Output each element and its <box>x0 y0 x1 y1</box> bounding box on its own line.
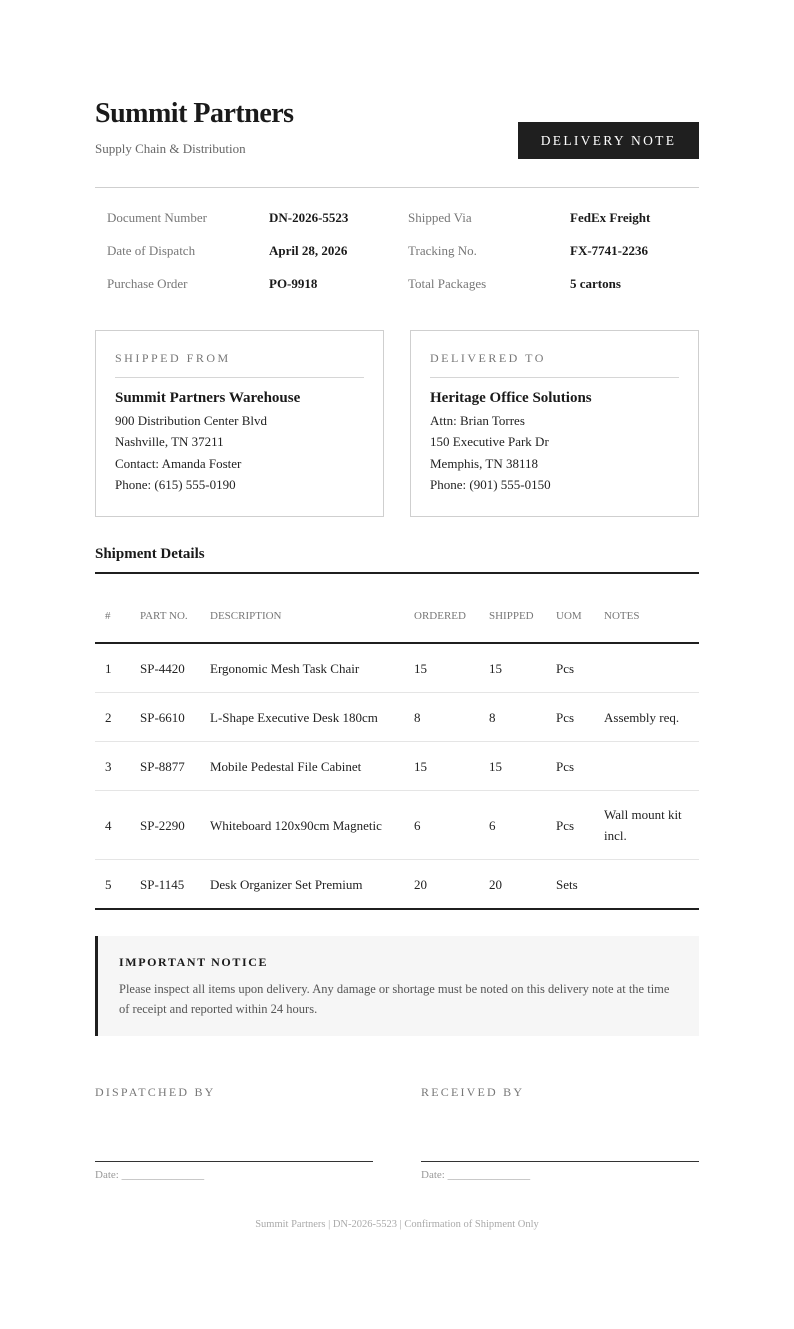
qty-ordered: 8 <box>404 693 479 742</box>
column-header-part-no <box>130 590 200 643</box>
item-description: Mobile Pedestal File Cabinet <box>200 742 404 791</box>
purchase-order-label: Purchase Order <box>107 276 188 291</box>
row-number: 1 <box>95 643 130 693</box>
part-number: SP-2290 <box>130 791 200 860</box>
qty-shipped: 8 <box>479 693 546 742</box>
qty-shipped: 15 <box>479 643 546 693</box>
signature-line <box>95 1161 373 1162</box>
recipient-address-line: 150 Executive Park Dr <box>430 434 549 450</box>
row-number: 2 <box>95 693 130 742</box>
delivered-to-box <box>410 330 699 517</box>
row-number: 4 <box>95 791 130 860</box>
item-description: Desk Organizer Set Premium <box>200 860 404 910</box>
item-notes <box>594 643 699 693</box>
column-header-ordered: ORDERED <box>404 590 479 643</box>
delivery-note <box>95 0 699 1230</box>
received-by-signature <box>421 1085 699 1181</box>
recipient-attention: Attn: Brian Torres <box>430 413 525 428</box>
shipper-phone: Phone: (615) 555-0190 <box>115 477 236 493</box>
dispatch-date-label: Date of Dispatch <box>107 243 196 258</box>
purchase-order-value: PO-9918 <box>269 276 318 291</box>
document-number-label: Document Number <box>107 210 208 225</box>
shipped-from-title: SHIPPED FROM <box>115 351 364 378</box>
table-row <box>95 693 699 742</box>
item-description: Ergonomic Mesh Task Chair <box>200 643 404 693</box>
tracking-number-label: Tracking No. <box>408 243 477 258</box>
table-row <box>95 791 699 860</box>
dispatch-date-value: April 28, 2026 <box>269 243 348 258</box>
important-notice <box>95 936 699 1036</box>
tracking-number-value: FX-7741-2236 <box>570 243 648 258</box>
shipped-via-label: Shipped Via <box>408 210 472 225</box>
shipment-table <box>95 590 699 910</box>
recipient-city-line: Memphis, TN 38118 <box>430 455 538 471</box>
item-notes <box>594 860 699 910</box>
column-header-description: DESCRIPTION <box>200 590 404 643</box>
dispatched-by-signature <box>95 1085 373 1181</box>
meta-row <box>95 243 699 276</box>
item-notes: Wall mount kit incl. <box>594 791 699 860</box>
qty-ordered: 20 <box>404 860 479 910</box>
shipper-city-line: Nashville, TN 37211 <box>115 434 224 450</box>
notice-text: Please inspect all items upon delivery. Any damage or shortage must be noted on this delivery note at the time of receipt and reported within 24 hours. <box>119 982 670 1016</box>
item-notes <box>594 742 699 791</box>
part-number: SP-4420 <box>130 643 200 693</box>
item-description: Whiteboard 120x90cm Magnetic <box>200 791 404 860</box>
section-divider <box>95 572 699 574</box>
unit-of-measure: Pcs <box>546 693 594 742</box>
unit-of-measure: Pcs <box>546 742 594 791</box>
part-number: SP-8877 <box>130 742 200 791</box>
shipped-via-value: FedEx Freight <box>570 210 651 225</box>
qty-shipped: 15 <box>479 742 546 791</box>
dispatch-date-field: Date: _______________ <box>95 1169 205 1181</box>
qty-ordered: 15 <box>404 742 479 791</box>
column-header-notes: NOTES <box>594 590 699 643</box>
unit-of-measure: Pcs <box>546 791 594 860</box>
item-notes: Assembly req. <box>594 693 699 742</box>
table-row <box>95 860 699 910</box>
column-header-uom: UOM <box>546 590 594 643</box>
company-name: Summit Partners <box>95 98 294 129</box>
document-header <box>95 0 699 188</box>
notice-title: IMPORTANT NOTICE <box>119 955 269 969</box>
recipient-name: Heritage Office Solutions <box>430 390 592 406</box>
row-number: 5 <box>95 860 130 910</box>
shipment-details-title: Shipment Details <box>95 546 205 562</box>
qty-shipped: 20 <box>479 860 546 910</box>
part-number: SP-1145 <box>130 860 200 910</box>
qty-shipped: 6 <box>479 791 546 860</box>
total-packages-value: 5 cartons <box>570 276 621 291</box>
received-by-label: RECEIVED BY <box>421 1085 525 1099</box>
unit-of-measure: Pcs <box>546 643 594 693</box>
row-number: 3 <box>95 742 130 791</box>
recipient-phone: Phone: (901) 555-0150 <box>430 477 551 493</box>
document-type-badge: DELIVERY NOTE <box>518 122 699 159</box>
meta-row <box>95 276 699 309</box>
shipper-contact: Contact: Amanda Foster <box>115 455 242 471</box>
shipped-from-box <box>95 330 384 517</box>
table-header-row <box>95 590 699 643</box>
document-number-value: DN-2026-5523 <box>269 210 349 225</box>
meta-row <box>95 210 699 243</box>
document-footer: Summit Partners | DN-2026-5523 | Confirmation of Shipment Only <box>255 1219 539 1230</box>
company-tagline: Supply Chain & Distribution <box>95 141 246 156</box>
part-number: SP-6610 <box>130 693 200 742</box>
shipper-name: Summit Partners Warehouse <box>115 390 301 406</box>
unit-of-measure: Sets <box>546 860 594 910</box>
shipper-address-line: 900 Distribution Center Blvd <box>115 413 268 428</box>
item-description: L-Shape Executive Desk 180cm <box>200 693 404 742</box>
signature-line <box>421 1161 699 1162</box>
document-meta <box>95 210 699 309</box>
column-header-part-no-text: PART NO. <box>140 610 188 622</box>
column-header-shipped: SHIPPED <box>479 590 546 643</box>
total-packages-label: Total Packages <box>408 276 487 291</box>
table-row <box>95 742 699 791</box>
table-row <box>95 643 699 693</box>
dispatched-by-label: DISPATCHED BY <box>95 1085 216 1099</box>
qty-ordered: 15 <box>404 643 479 693</box>
column-header-number: # <box>95 590 130 643</box>
qty-ordered: 6 <box>404 791 479 860</box>
delivered-to-title: DELIVERED TO <box>430 351 679 378</box>
receipt-date-field: Date: _______________ <box>421 1169 531 1181</box>
